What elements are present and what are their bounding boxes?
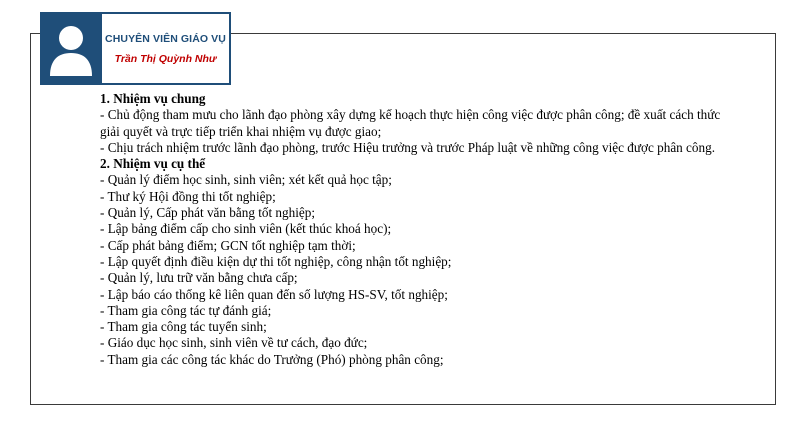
- duties-content: [100, 91, 740, 368]
- section-heading-specific: 2. Nhiệm vụ cụ thể: [100, 156, 206, 172]
- duty-line: - Chủ động tham mưu cho lãnh đạo phòng xây dựng kế hoạch thực hiện công việc được phân công; đề xuất cách thức giải quyết và trực tiếp triển khai nhiệm vụ được giao;: [100, 107, 721, 139]
- avatar: [42, 14, 102, 83]
- section-heading-general: 1. Nhiệm vụ chung: [100, 91, 206, 106]
- duty-line: - Tham gia công tác tự đánh giá;: [100, 302, 272, 318]
- duty-line: - Quản lý, lưu trữ văn bằng chưa cấp;: [100, 270, 298, 286]
- duty-line: - Lập bảng điểm cấp cho sinh viên (kết thúc khoá học);: [100, 221, 392, 237]
- person-name: Trần Thị Quỳnh Như: [114, 52, 217, 65]
- user-silhouette-icon: [48, 20, 94, 78]
- staff-header: [40, 12, 231, 85]
- duty-line: - Tham gia công tác tuyển sinh;: [100, 319, 267, 335]
- duty-line: - Cấp phát bảng điểm; GCN tốt nghiệp tạm thời;: [100, 237, 356, 253]
- header-titles: [102, 14, 229, 83]
- duty-line: - Tham gia các công tác khác do Trưởng (Phó) phòng phân công;: [100, 351, 444, 367]
- duty-line: - Thư ký Hội đồng thi tốt nghiệp;: [100, 188, 276, 204]
- duty-line: - Lập quyết định điều kiện dự thi tốt nghiệp, công nhận tốt nghiệp;: [100, 253, 452, 269]
- role-title: CHUYÊN VIÊN GIÁO VỤ: [105, 32, 226, 45]
- duty-line: - Giáo dục học sinh, sinh viên về tư cách, đạo đức;: [100, 335, 368, 351]
- duty-line: - Chịu trách nhiệm trước lãnh đạo phòng, trước Hiệu trưởng và trước Pháp luật về những công việc được phân công.: [100, 139, 715, 155]
- duty-line: - Quản lý điểm học sinh, sinh viên; xét kết quả học tập;: [100, 172, 392, 188]
- duty-line: - Quản lý, Cấp phát văn bằng tốt nghiệp;: [100, 205, 315, 221]
- duty-line: - Lập báo cáo thống kê liên quan đến số lượng HS-SV, tốt nghiệp;: [100, 286, 448, 302]
